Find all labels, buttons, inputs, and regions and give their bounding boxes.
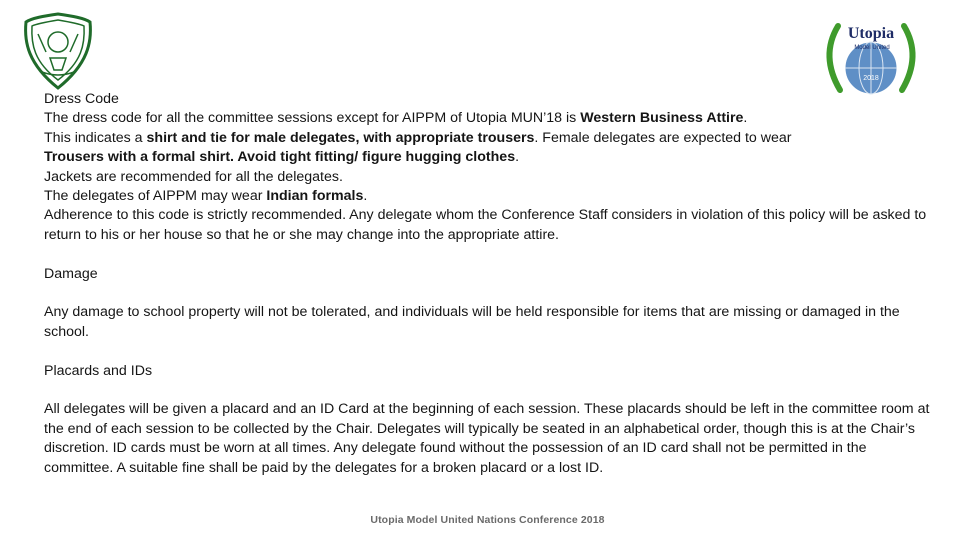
placards-heading: Placards and IDs	[44, 362, 153, 379]
dress-code-p2-bold: shirt and tie for male delegates, with appropriate trousers	[146, 129, 535, 146]
dress-code-paragraph-3	[44, 148, 934, 167]
dress-code-p2-text: This indicates a	[44, 129, 147, 146]
dress-code-paragraph-2	[44, 129, 934, 148]
damage-paragraph: Any damage to school property will not be tolerated, and individuals will be held responsible for items that are missing or damaged in the school.	[44, 304, 900, 340]
section-spacer	[44, 342, 934, 361]
section-spacer	[44, 245, 934, 264]
logo-year-text: 2018	[863, 75, 879, 82]
dress-code-p5-text: The delegates of AIPPM may wear	[44, 188, 267, 205]
placards-paragraph: All delegates will be given a placard and an ID Card at the beginning of each session. These placards should be left in the committee room at the end of each session to be collected by the Chair. Delegates will typically be seated in an alphabetical order, though this is at the Chair’s discretion. ID cards must be worn at all times. Any delegate found without the possession of an ID card shall not be permitted in the committee. A suitable fine shall be paid by the delegates for a broken placard or a lost ID.	[44, 401, 930, 476]
damage-heading: Damage	[44, 265, 98, 282]
dress-code-heading: Dress Code	[44, 91, 119, 107]
section-spacer	[44, 284, 934, 303]
dress-code-p1-bold: Western Business Attire	[580, 110, 744, 127]
dress-code-p5-end: .	[363, 188, 368, 205]
logo-subtext: Model United	[854, 45, 890, 51]
document-body	[44, 90, 934, 478]
dress-code-paragraph-5	[44, 187, 934, 206]
dress-code-p5-bold: Indian formals	[266, 188, 364, 205]
dress-code-p1-end: .	[743, 110, 748, 127]
logo-title-text: Utopia	[847, 25, 895, 42]
footer-text: Utopia Model United Nations Conference 2018	[370, 514, 605, 526]
dress-code-paragraph-4: Jackets are recommended for all the delegates.	[44, 168, 343, 185]
dress-code-paragraph-6: Adherence to this code is strictly recommended. Any delegate whom the Conference Staff considers in violation of this policy will be asked to return to his or her house so that he or she may change into the appropriate attire.	[44, 207, 927, 243]
dress-code-p3-end: .	[515, 149, 520, 166]
dress-code-p1-text: The dress code for all the committee sessions except for AIPPM of Utopia MUN’18 is	[44, 110, 581, 127]
section-spacer	[44, 381, 934, 400]
dress-code-p2-end: . Female delegates are expected to wear	[534, 129, 792, 146]
dress-code-paragraph-1	[44, 109, 934, 128]
dress-code-p3-bold: Trousers with a formal shirt. Avoid tight fitting/ figure hugging clothes	[44, 149, 516, 166]
school-crest-logo	[22, 12, 94, 90]
